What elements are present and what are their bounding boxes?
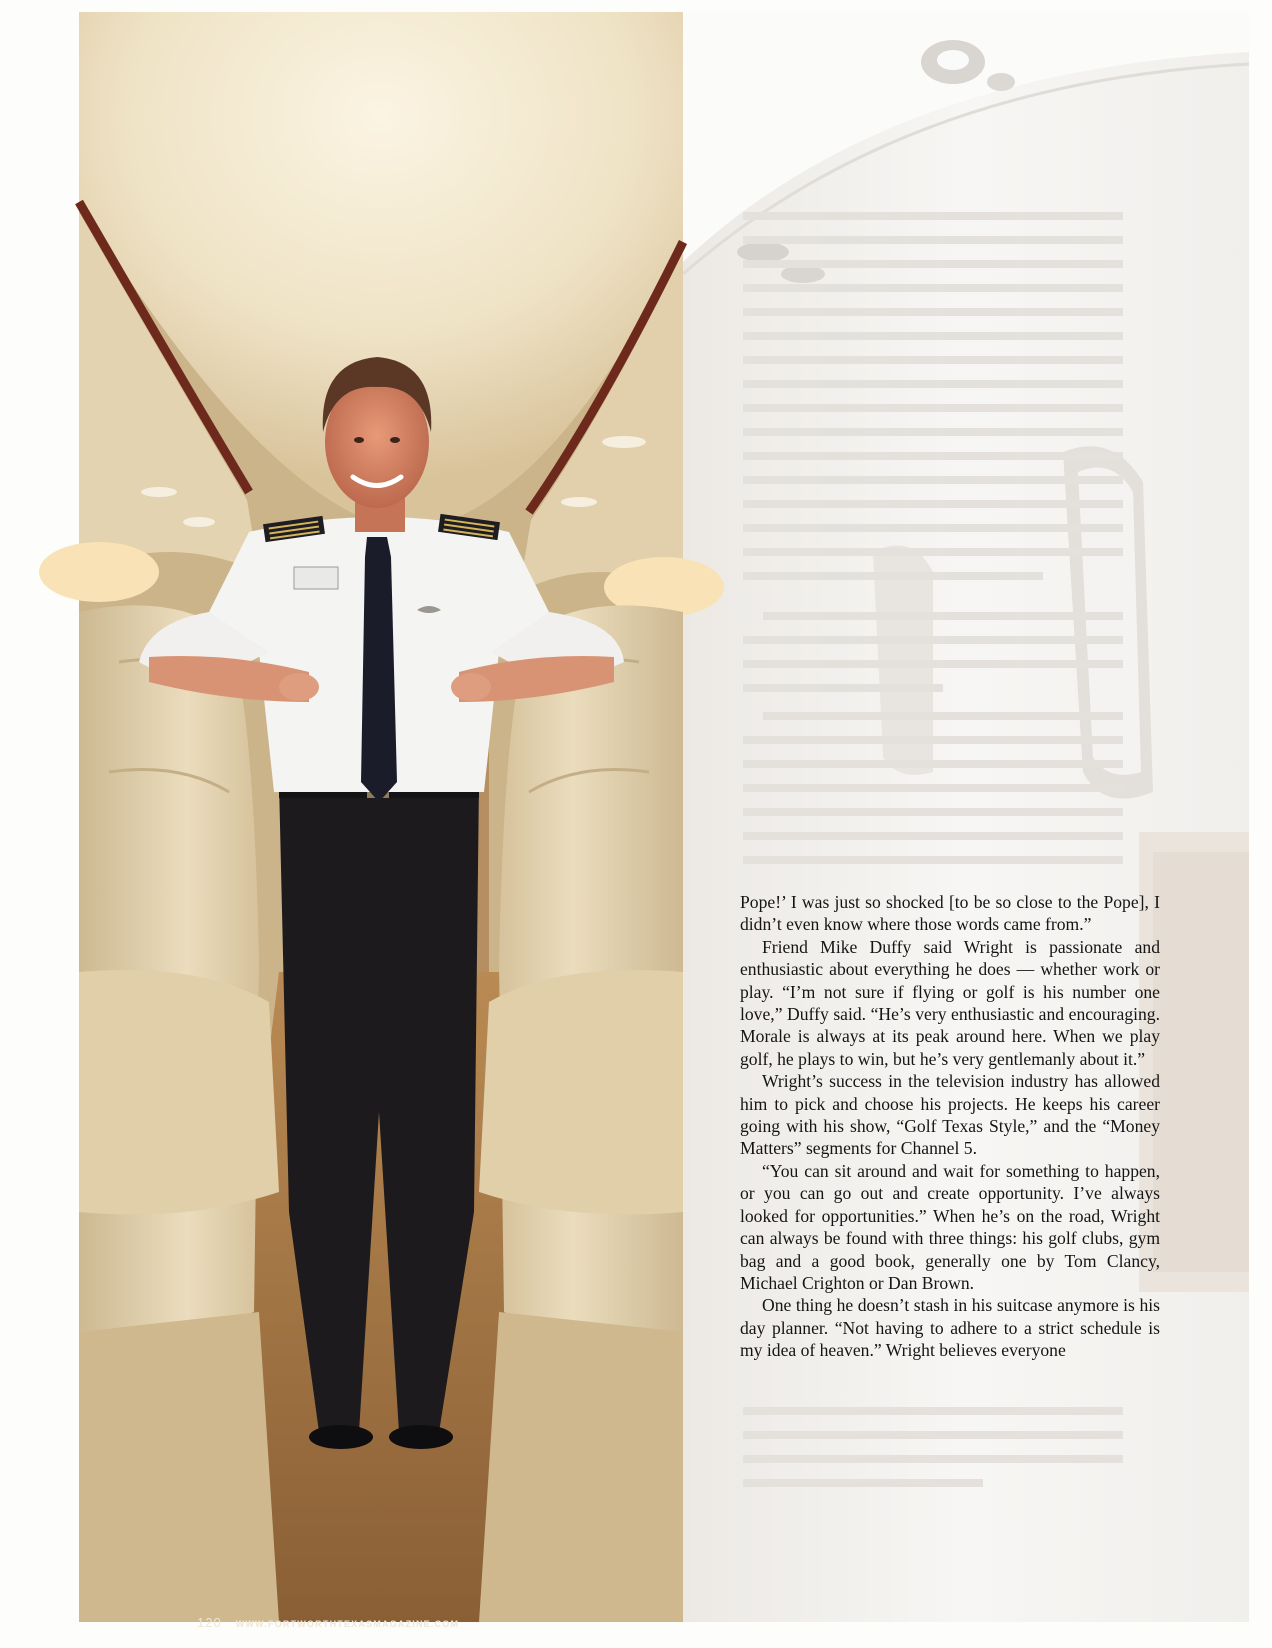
article-paragraph: Wright’s success in the television industry has allowed him to pick and choose his projects. He keeps his career going with his show, “Golf Texas Style,” and the “Money Matters” segments for Channel 5.: [740, 1071, 1160, 1159]
article-paragraph: Friend Mike Duffy said Wright is passionate and enthusiastic about everything he does — whether work or play. “I’m not sure if flying or golf is his number one love,” Duffy said. “He’s very enthusiastic and encouraging. Morale is always at its peak around here. When we play golf, he plays to win, but he’s very gentlemanly about it.”: [740, 936, 1160, 1069]
page-folio: [197, 1615, 459, 1630]
magazine-url: WWW.FORTWORTHTEXASMAGAZINE.COM: [235, 1619, 460, 1629]
page-number: 120: [197, 1615, 222, 1630]
article-paragraph: One thing he doesn’t stash in his suitcase anymore is his day planner. “Not having to adhere to a strict schedule is my idea of heaven.” Wright believes everyone: [740, 1295, 1160, 1361]
pilot-photo: [79, 12, 683, 1630]
article-paragraph: Pope!’ I was just so shocked [to be so close to the Pope], I didn’t even know where those words came from.”: [740, 892, 1160, 935]
article-paragraph: “You can sit around and wait for something to happen, or you can go out and create opportunity. I’ve always looked for opportunities.” When he’s on the road, Wright can always be found with three things: his golf clubs, gym bag and a good book, generally one by Tom Clancy, Michael Crighton or Dan Brown.: [740, 1160, 1160, 1293]
faded-cabin-background: [683, 12, 1249, 1622]
article-body: [740, 891, 1160, 1362]
